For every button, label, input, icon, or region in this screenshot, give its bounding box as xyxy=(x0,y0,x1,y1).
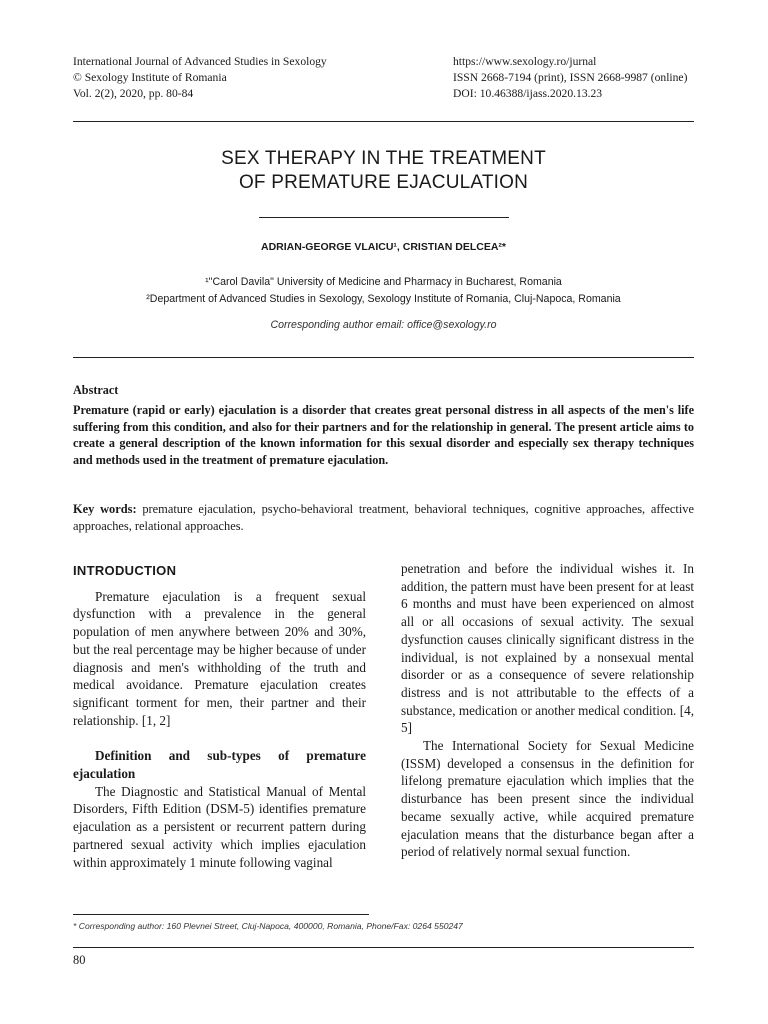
keywords-text: premature ejaculation, psycho-behavioral treatment, behavioral techniques, cognitive approaches, affective approaches, relational approaches. xyxy=(73,502,694,533)
affiliation-1: ¹"Carol Davila" University of Medicine and Pharmacy in Bucharest, Romania xyxy=(205,276,562,288)
journal-identifiers xyxy=(453,54,687,102)
abstract-divider xyxy=(73,357,694,358)
issm-paragraph: The International Society for Sexual Medicine (ISSM) developed a consensus in the definition for lifelong premature ejaculation which implies that the disturbance has been present since the individual became sexually active, while acquired premature ejaculation means that the disturbance began after a period of relatively normal sexual function. xyxy=(401,738,694,860)
affiliation-2: ²Department of Advanced Studies in Sexology, Sexology Institute of Romania, Cluj-Napoca, Romania xyxy=(146,293,621,305)
body-column-left xyxy=(73,560,366,871)
header-divider xyxy=(73,121,694,122)
definition-paragraph-continued: penetration and before the individual wishes it. In addition, the pattern must have been present for at least 6 months and must have been experienced on almost all or all occasions of sexual activity. The sexual dysfunction causes clinically significant distress in the individual, is not explained by a nonsexual mental disorder or as a consequence of severe relationship distress and is not attributable to the effects of a substance, medication or another medical condition. [4, 5] xyxy=(401,561,694,736)
journal-info xyxy=(73,54,327,102)
journal-name: International Journal of Advanced Studies in Sexology xyxy=(73,55,327,68)
affiliations xyxy=(73,274,694,308)
journal-url[interactable]: https://www.sexology.ro/jurnal xyxy=(453,55,597,68)
title-line-1: SEX THERAPY IN THE TREATMENT xyxy=(221,148,546,169)
section-heading-introduction: INTRODUCTION xyxy=(73,563,177,578)
doi[interactable]: DOI: 10.46388/ijass.2020.13.23 xyxy=(453,87,603,100)
keywords xyxy=(73,501,694,534)
paper-title xyxy=(73,147,694,195)
title-divider xyxy=(259,217,509,218)
abstract-heading: Abstract xyxy=(73,383,119,397)
corresponding-email: Corresponding author email: office@sexology.ro xyxy=(270,319,497,331)
page-number: 80 xyxy=(73,953,86,967)
keywords-label: Key words: xyxy=(73,502,137,516)
issn: ISSN 2668-7194 (print), ISSN 2668-9987 (online) xyxy=(453,71,688,84)
footer-divider xyxy=(73,947,694,948)
footnote-divider xyxy=(73,914,369,915)
footnote: * Corresponding author: 160 Plevnei Street, Cluj-Napoca, 400000, Romania, Phone/Fax: 0264 550247 xyxy=(73,921,463,931)
intro-paragraph: Premature ejaculation is a frequent sexual dysfunction with a prevalence in the general population of men anywhere between 20% and 30%, but the real percentage may be higher because of under diagnosis and men's withholding of the truth and medical avoidance. Premature ejaculation creates significant torment for men, their partner and their relationship. [1, 2] xyxy=(73,588,366,728)
definition-paragraph: The Diagnostic and Statistical Manual of Mental Disorders, Fifth Edition (DSM-5) identifies premature ejaculation as a persistent or recurrent pattern during partnered sexual activity which implies ejaculation within approximately 1 minute following vaginal xyxy=(73,783,366,870)
body-column-right xyxy=(401,560,694,861)
subsection-heading-definition: Definition and sub-types of premature ejaculation xyxy=(73,748,366,782)
publisher: © Sexology Institute of Romania xyxy=(73,71,227,84)
abstract-text: Premature (rapid or early) ejaculation is a disorder that creates great personal distress in all aspects of the men's life suffering from this condition, and also for their partners and for the relationship in general. The present article aims to create a general description of the known information for this sexual disorder and especially sex therapy techniques and methods used in the treatment of premature ejaculation. xyxy=(73,403,694,468)
title-line-2: OF PREMATURE EJACULATION xyxy=(238,172,529,193)
author-list: ADRIAN-GEORGE VLAICU¹, CRISTIAN DELCEA²* xyxy=(260,241,506,253)
volume-info: Vol. 2(2), 2020, pp. 80-84 xyxy=(73,87,194,100)
